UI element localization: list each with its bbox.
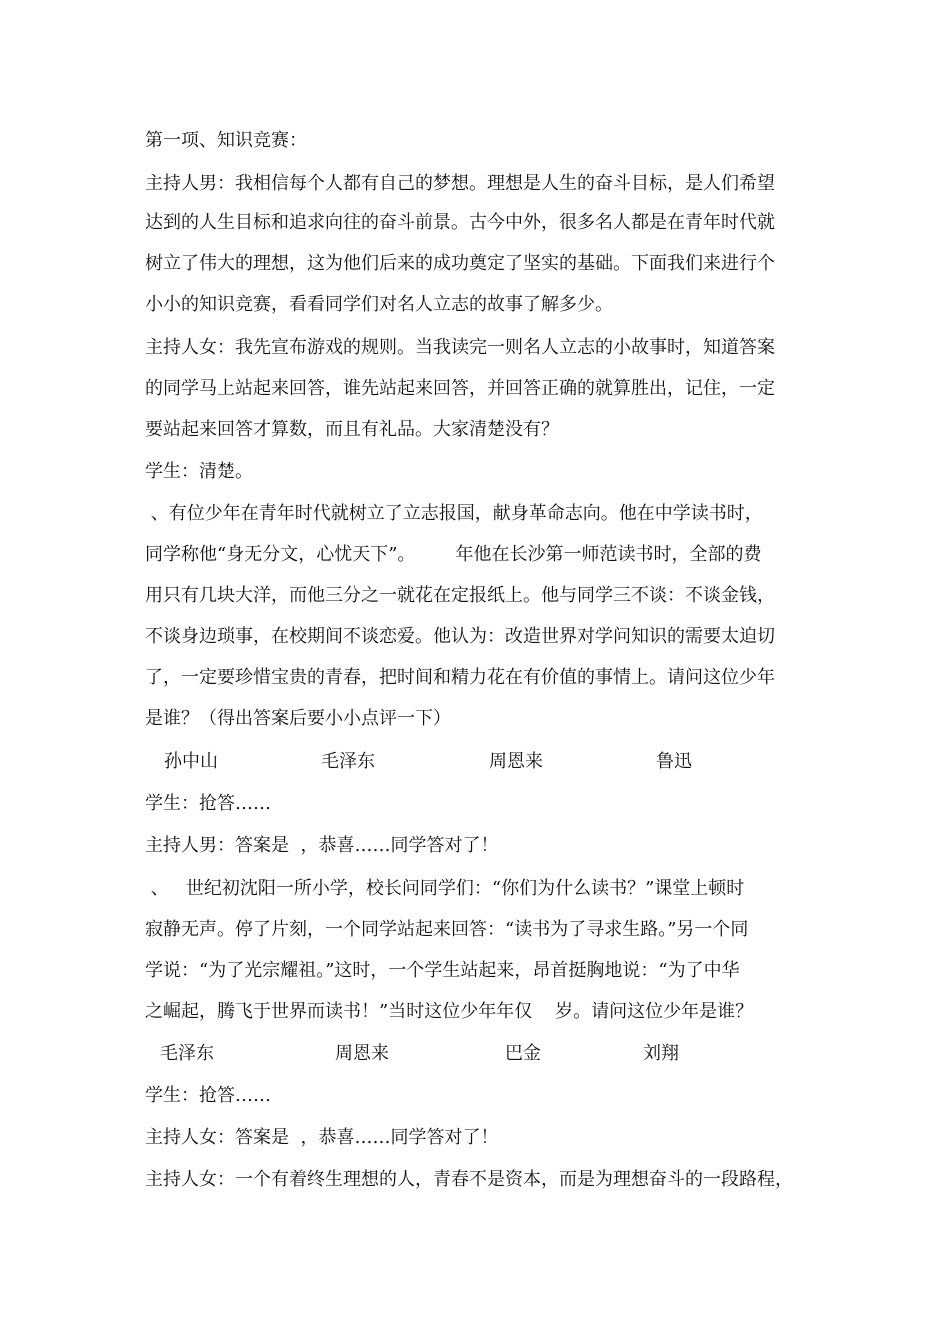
question1-option: 鲁迅 (656, 751, 692, 772)
question1-line-6: 是谁？（得出答案后要小小点评一下） (145, 708, 451, 729)
host-male-result: 主持人男：答案是 ，恭喜……同学答对了！ (145, 835, 499, 856)
students-answer-2: 学生：抢答…… (145, 1085, 271, 1106)
question2-line-4: 之崛起，腾飞于世界而读书！”当时这位少年年仅 岁。请问这位少年是谁？ (145, 1001, 754, 1022)
question2-option: 周恩来 (335, 1043, 389, 1064)
host-male-intro-line-1: 主持人男：我相信每个人都有自己的梦想。理想是人生的奋斗目标，是人们希望 (145, 173, 775, 194)
host-male-intro-line-3: 树立了伟大的理想，这为他们后来的成功奠定了坚实的基础。下面我们来进行个 (145, 253, 775, 274)
host-male-intro-line-2: 达到的人生目标和追求向往的奋斗前景。古今中外，很多名人都是在青年时代就 (145, 212, 775, 233)
question2-option: 刘翔 (643, 1043, 679, 1064)
question2-line-1: 、 世纪初沈阳一所小学，校长问同学们：“你们为什么读书？”课堂上顿时 (145, 878, 745, 899)
host-male-intro-line-4: 小小的知识竞赛，看看同学们对名人立志的故事了解多少。 (145, 294, 613, 315)
students-answer-1: 学生：抢答…… (145, 793, 271, 814)
host-female-closing: 主持人女：一个有着终生理想的人，青春不是资本，而是为理想奋斗的一段路程， (145, 1169, 793, 1190)
question1-line-5: 了，一定要珍惜宝贵的青春，把时间和精力花在有价值的事情上。请问这位少年 (145, 667, 775, 688)
students-reply: 学生：清楚。 (145, 461, 253, 482)
question1-option: 孙中山 (164, 751, 218, 772)
section-heading: 第一项、知识竞赛： (145, 130, 307, 151)
question2-option: 毛泽东 (160, 1043, 214, 1064)
question1-line-4: 不谈身边琐事，在校期间不谈恋爱。他认为：改造世界对学问知识的需要太迫切 (145, 626, 775, 647)
question2-option: 巴金 (505, 1043, 541, 1064)
host-female-result: 主持人女：答案是 ，恭喜……同学答对了！ (145, 1127, 499, 1148)
question1-option: 毛泽东 (321, 751, 375, 772)
question2-line-2: 寂静无声。停了片刻，一个同学站起来回答：“读书为了寻求生路。”另一个同 (145, 919, 749, 940)
host-female-rules-line-3: 要站起来回答才算数，而且有礼品。大家清楚没有？ (145, 419, 559, 440)
question1-line-3: 用只有几块大洋，而他三分之一就花在定报纸上。他与同学三不谈：不谈金钱， (145, 585, 775, 606)
question1-line-2: 同学称他“身无分文，心忧天下”。 年他在长沙第一师范读书时，全部的费 (145, 544, 762, 565)
host-female-rules-line-1: 主持人女：我先宣布游戏的规则。当我读完一则名人立志的小故事时，知道答案 (145, 337, 775, 358)
question2-line-3: 学说：“为了光宗耀祖。”这时，一个学生站起来，昂首挺胸地说：“为了中华 (145, 960, 740, 981)
question1-option: 周恩来 (489, 751, 543, 772)
host-female-rules-line-2: 的同学马上站起来回答，谁先站起来回答，并回答正确的就算胜出，记住，一定 (145, 378, 775, 399)
question1-line-1: 、有位少年在青年时代就树立了立志报国，献身革命志向。他在中学读书时， (145, 503, 763, 524)
